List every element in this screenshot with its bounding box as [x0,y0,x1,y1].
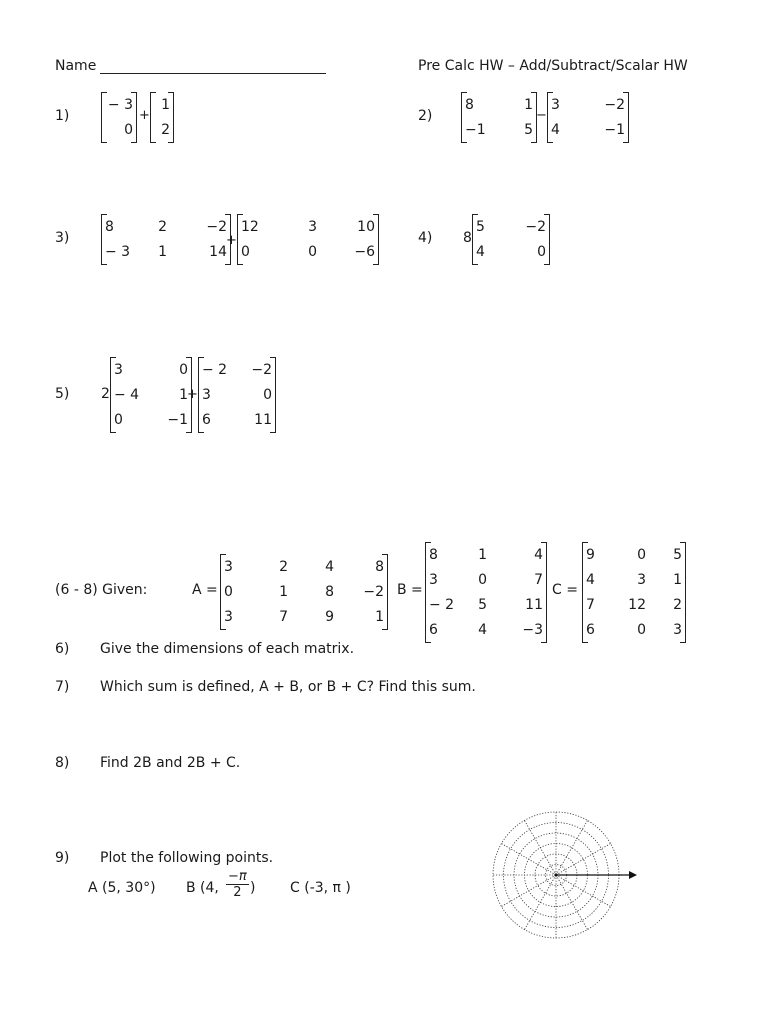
problem-3-matrix-a [101,217,231,262]
matrix-cell: 3 [202,387,211,403]
matrix-cell: 4 [476,244,485,260]
matrix-cell: −2 [604,97,625,113]
problem-3-number: 3) [55,230,70,246]
matrix-cell: 4 [325,559,334,575]
matrix-cell: 11 [254,412,272,428]
polar-spoke [556,875,588,930]
matrix-cell: 2 [279,559,288,575]
matrix-cell: − 2 [202,362,228,378]
polar-spoke [501,875,556,907]
point-b-suffix: ) [250,880,256,896]
matrix-cell: 3 [551,97,560,113]
matrix-cell: 4 [478,622,487,638]
matrix-cell: 4 [551,122,560,138]
matrix-cell: 12 [628,597,646,613]
matrix-cell: 7 [534,572,543,588]
matrix-cell: 6 [429,622,438,638]
matrix-cell: 7 [279,609,288,625]
question-8-number: 8) [55,755,70,771]
matrix-cell: 2 [161,122,170,138]
point-b-numerator: −π [228,869,247,884]
polar-spoke [556,844,611,876]
matrix-cell: 1 [673,572,682,588]
problem-2-operator: − [536,108,547,123]
matrix-cell: − 4 [114,387,140,403]
name-field[interactable] [100,73,326,74]
matrix-cell: 8 [375,559,384,575]
polar-spoke [556,820,588,875]
matrix-cell: 7 [586,597,595,613]
matrix-cell: 8 [429,547,438,563]
matrix-cell: 1 [161,97,170,113]
matrix-cell: −2 [525,219,546,235]
matrix-cell: 8 [105,219,114,235]
point-c: C (-3, π ) [290,880,351,896]
matrix-cell: 0 [637,622,646,638]
matrix-cell: 3 [429,572,438,588]
matrix-cell: −2 [363,584,384,600]
matrix-cell: 3 [637,572,646,588]
problem-5-operator: + [187,387,198,402]
matrix-cell: 5 [673,547,682,563]
point-b-denominator: 2 [233,885,242,900]
matrix-cell: −3 [522,622,543,638]
matrix-cell: 4 [586,572,595,588]
matrix-cell: 11 [525,597,543,613]
problem-1-number: 1) [55,108,70,124]
matrix-cell: 1 [179,387,188,403]
problem-5-matrix-b [198,360,276,430]
matrix-cell: 0 [308,244,317,260]
matrix-cell: 10 [357,219,375,235]
problem-4-matrix [472,217,550,262]
matrix-cell: 1 [478,547,487,563]
question-7-text: Which sum is defined, A + B, or B + C? Find this sum. [100,679,476,695]
matrix-cell: − 2 [429,597,455,613]
matrix-cell: 6 [202,412,211,428]
matrix-cell: 0 [263,387,272,403]
matrix-cell: 0 [637,547,646,563]
polar-pole [554,873,557,876]
worksheet-title: Pre Calc HW – Add/Subtract/Scalar HW [418,58,688,74]
matrix-cell: 0 [241,244,250,260]
point-b-prefix: B (4, [186,880,219,896]
matrix-cell: −6 [354,244,375,260]
matrix-cell: 0 [124,122,133,138]
question-6-number: 6) [55,641,70,657]
matrix-cell: −1 [167,412,188,428]
matrix-cell: 1 [524,97,533,113]
question-9-number: 9) [55,850,70,866]
matrix-cell: 3 [673,622,682,638]
question-6-text: Give the dimensions of each matrix. [100,641,355,657]
question-7-number: 7) [55,679,70,695]
matrix-cell: 1 [158,244,167,260]
matrix-cell: 5 [478,597,487,613]
matrix-cell: 0 [114,412,123,428]
matrix-cell: 3 [114,362,123,378]
matrix-cell: −2 [251,362,272,378]
matrix-cell: 8 [325,584,334,600]
given-matrix-b [425,545,547,640]
given-label: (6 - 8) Given: [55,582,148,598]
matrix-cell: 1 [279,584,288,600]
question-9-text: Plot the following points. [100,850,274,866]
matrix-b-label: B = [397,582,423,598]
matrix-cell: −2 [206,219,227,235]
problem-2-matrix-a [461,95,537,140]
matrix-cell: 3 [308,219,317,235]
matrix-cell: 3 [224,609,233,625]
matrix-cell: 0 [179,362,188,378]
problem-4-number: 4) [418,230,433,246]
matrix-cell: 6 [586,622,595,638]
matrix-cell: − 3 [107,97,133,113]
given-matrix-c [582,545,686,640]
problem-2-matrix-b [547,95,629,140]
problem-3-matrix-b [237,217,379,262]
point-b-fraction [226,869,249,900]
matrix-cell: −1 [465,122,486,138]
problem-1-operator: + [139,108,150,123]
polar-axis-arrow [629,871,637,879]
matrix-a-label: A = [192,582,218,598]
problem-1-matrix-b [150,95,174,140]
problem-5-matrix-a [110,360,192,430]
matrix-cell: 9 [586,547,595,563]
polar-spoke [556,875,611,907]
polar-spoke [525,820,557,875]
problem-2-number: 2) [418,108,433,124]
matrix-cell: 9 [325,609,334,625]
matrix-cell: 2 [158,219,167,235]
matrix-c-label: C = [552,582,578,598]
problem-1-matrix-a [101,95,137,140]
point-a: A (5, 30°) [88,880,156,896]
problem-5-scalar: 2 [101,386,110,402]
matrix-cell: 0 [537,244,546,260]
matrix-cell: 12 [241,219,259,235]
problem-4-scalar: 8 [463,230,472,246]
question-8-text: Find 2B and 2B + C. [100,755,241,771]
matrix-cell: 14 [209,244,227,260]
matrix-cell: −1 [604,122,625,138]
polar-grid[interactable] [488,806,638,946]
matrix-cell: 5 [476,219,485,235]
polar-spoke [501,844,556,876]
matrix-cell: − 3 [105,244,131,260]
matrix-cell: 3 [224,559,233,575]
matrix-cell: 0 [224,584,233,600]
problem-5-number: 5) [55,386,70,402]
name-label: Name [55,58,97,74]
given-matrix-a [220,557,388,627]
matrix-cell: 0 [478,572,487,588]
matrix-cell: 5 [524,122,533,138]
polar-spoke [525,875,557,930]
problem-3-operator: + [226,233,237,248]
matrix-cell: 4 [534,547,543,563]
matrix-cell: 1 [375,609,384,625]
matrix-cell: 2 [673,597,682,613]
matrix-cell: 8 [465,97,474,113]
